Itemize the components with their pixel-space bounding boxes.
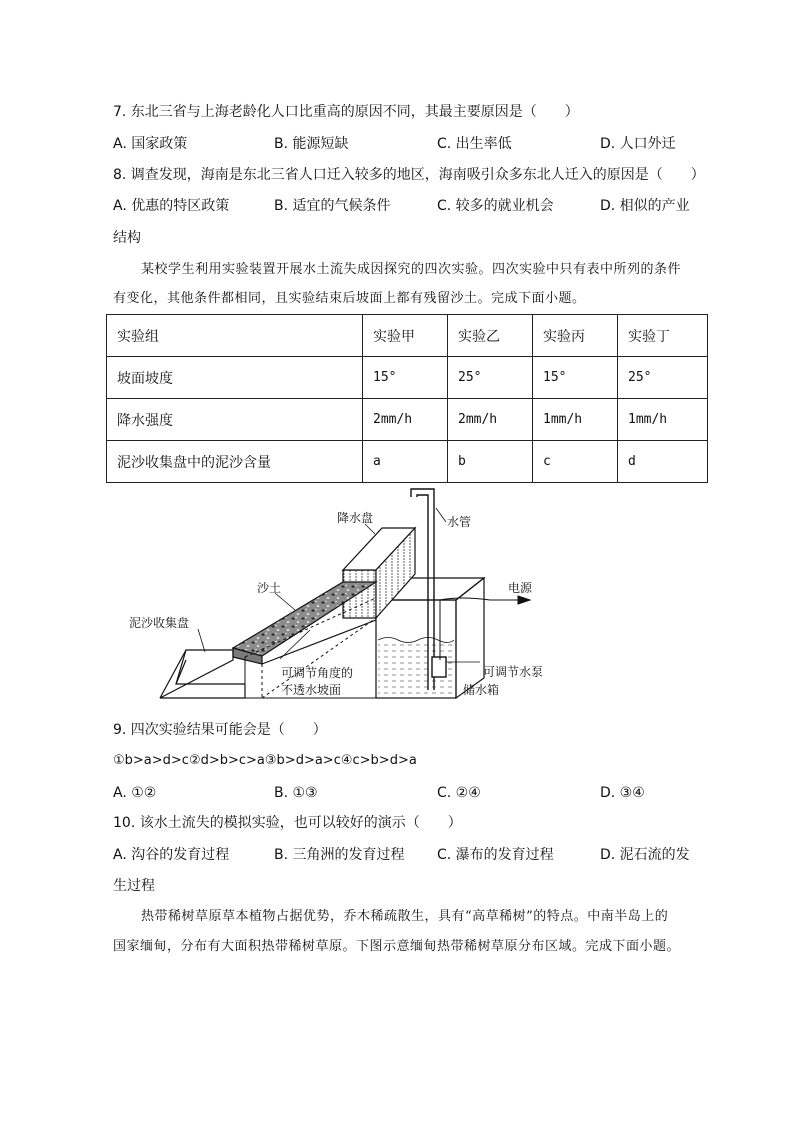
label-slope-line1: 可调节角度的 xyxy=(281,666,354,680)
passage2-line1: 热带稀树草原草本植物占据优势，乔木稀疏散生，具有“高草稀树”的特点。中南半岛上的 xyxy=(141,909,669,924)
table-cell: c xyxy=(533,441,618,483)
q10-option-a: A. 沟谷的发育过程 xyxy=(113,847,230,863)
table-cell: 15° xyxy=(363,357,448,399)
rain-tray xyxy=(343,528,415,618)
table-cell: 15° xyxy=(533,357,618,399)
q9-stem: 9. 四次实验结果可能会是（ ） xyxy=(113,722,327,738)
label-water-pipe: 水管 xyxy=(447,515,472,529)
q7-option-d: D. 人口外迁 xyxy=(600,136,676,152)
q10-option-d-wrap: 生过程 xyxy=(113,878,155,894)
table-cell: 泥沙收集盘中的泥沙含量 xyxy=(107,441,363,483)
table-cell: 2mm/h xyxy=(363,399,448,441)
q8-option-a: A. 优惠的特区政策 xyxy=(113,198,230,214)
q8-option-c: C. 较多的就业机会 xyxy=(437,198,554,214)
table-header-cell: 实验丁 xyxy=(618,315,708,357)
q7-option-b: B. 能源短缺 xyxy=(274,136,349,152)
passage1-line1: 某校学生利用实验装置开展水土流失成因探究的四次实验。四次实验中只有表中所列的条件 xyxy=(141,262,682,277)
q9-option-d: D. ③④ xyxy=(600,785,645,801)
label-power: 电源 xyxy=(508,581,533,595)
q7-option-c: C. 出生率低 xyxy=(437,136,512,152)
table-header-cell: 实验丙 xyxy=(533,315,618,357)
table-cell: 1mm/h xyxy=(533,399,618,441)
q9-choices: ①b>a>d>c②d>b>c>a③b>d>a>c④c>b>d>a xyxy=(113,753,417,768)
label-slope-line2: 不透水坡面 xyxy=(281,683,342,697)
q8-option-b: B. 适宜的气候条件 xyxy=(274,198,391,214)
table-header-cell: 实验乙 xyxy=(448,315,533,357)
q10-stem: 10. 该水土流失的模拟实验，也可以较好的演示（ ） xyxy=(113,815,462,831)
q8-stem: 8. 调查发现，海南是东北三省人口迁入较多的地区，海南吸引众多东北人迁入的原因是（ ） xyxy=(113,167,705,183)
sediment-collector-tray xyxy=(160,650,245,698)
table-cell: 1mm/h xyxy=(618,399,708,441)
table-cell: 降水强度 xyxy=(107,399,363,441)
label-collector: 泥沙收集盘 xyxy=(129,616,190,630)
passage1-line2: 有变化，其他条件都相同，且实验结束后坡面上都有残留沙土。完成下面小题。 xyxy=(113,291,586,306)
table-cell: 2mm/h xyxy=(448,399,533,441)
table-header-cell: 实验甲 xyxy=(363,315,448,357)
table-cell: d xyxy=(618,441,708,483)
table-cell: 坡面坡度 xyxy=(107,357,363,399)
q10-option-d: D. 泥石流的发 xyxy=(600,847,690,863)
passage2-line2: 国家缅甸，分布有大面积热带稀树草原。下图示意缅甸热带稀树草原分布区域。完成下面小题。 xyxy=(113,939,681,954)
label-sand: 沙土 xyxy=(257,581,282,595)
table-cell: 25° xyxy=(618,357,708,399)
q9-option-a: A. ①② xyxy=(113,785,157,801)
q8-option-d: D. 相似的产业 xyxy=(600,198,690,214)
label-rain-tray: 降水盘 xyxy=(337,511,374,525)
q10-option-b: B. 三角洲的发育过程 xyxy=(274,847,405,863)
q9-option-b: B. ①③ xyxy=(274,785,318,801)
label-tank: 储水箱 xyxy=(463,683,500,697)
q8-option-d-wrap: 结构 xyxy=(113,230,141,246)
table-cell: a xyxy=(363,441,448,483)
q10-option-c: C. 瀑布的发育过程 xyxy=(437,847,554,863)
table-header-cell: 实验组 xyxy=(107,315,363,357)
q9-option-c: C. ②④ xyxy=(437,785,481,801)
q7-option-a: A. 国家政策 xyxy=(113,136,188,152)
table-cell: b xyxy=(448,441,533,483)
label-pump: 可调节水泵 xyxy=(483,665,544,679)
sand-slope xyxy=(233,582,376,664)
q7-stem: 7. 东北三省与上海老龄化人口比重高的原因不同，其最主要原因是（ ） xyxy=(113,104,579,120)
table-cell: 25° xyxy=(448,357,533,399)
